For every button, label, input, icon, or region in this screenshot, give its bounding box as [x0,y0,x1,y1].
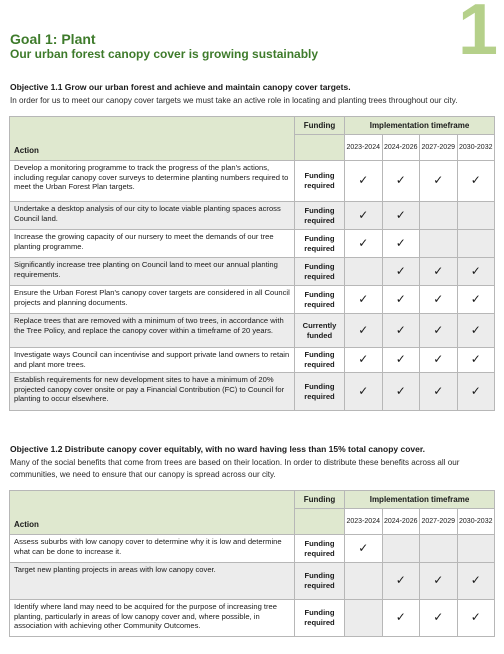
column-header-funding: Funding [295,117,345,135]
checkmark-icon: ✓ [420,314,458,348]
objective-description: In order for us to meet our canopy cover targets we must take an active role in locating and planting trees throughout our city. [10,96,458,105]
table-row [10,600,495,637]
year-header: 2023-2024 [345,135,383,161]
checkmark-icon: ✓ [382,563,420,600]
action-cell: Undertake a desktop analysis of our city to locate viable planting spaces across Council land. [10,202,295,230]
timeframe-empty-cell [420,202,458,230]
checkmark-icon: ✓ [420,286,458,314]
timeframe-empty-cell [345,600,383,637]
funding-cell: Funding required [295,161,345,202]
table-row [10,373,495,411]
funding-cell: Funding required [295,535,345,563]
funding-cell: Currently funded [295,314,345,348]
implementation-table [9,490,495,637]
timeframe-empty-cell [457,202,495,230]
checkmark-icon: ✓ [382,202,420,230]
objective-title: Objective 1.1 Grow our urban forest and achieve and maintain canopy cover targets. [10,82,351,92]
objective-title: Objective 1.2 Distribute canopy cover equitably, with no ward having less than 15% total canopy cover. [10,444,426,454]
year-header: 2024-2026 [382,509,420,535]
funding-cell: Funding required [295,563,345,600]
checkmark-icon: ✓ [420,373,458,411]
table-row [10,286,495,314]
checkmark-icon: ✓ [345,202,383,230]
action-cell: Target new planting projects in areas with low canopy cover. [10,563,295,600]
column-header-funding: Funding [295,491,345,509]
column-header-timeframe: Implementation timeframe [345,491,495,509]
timeframe-empty-cell [345,563,383,600]
table-row [10,535,495,563]
objective-description: Many of the social benefits that come from trees are based on their location. In order to distribute these benefits across all our communities, we need to ensure that our canopy is spread across our city. [10,458,460,479]
action-cell: Ensure the Urban Forest Plan's canopy cover targets are considered in all Council projects and planning documents. [10,286,295,314]
checkmark-icon: ✓ [420,258,458,286]
year-header: 2030-2032 [457,135,495,161]
timeframe-empty-cell [457,230,495,258]
year-header: 2027-2029 [420,135,458,161]
checkmark-icon: ✓ [382,600,420,637]
checkmark-icon: ✓ [345,373,383,411]
checkmark-icon: ✓ [382,348,420,373]
funding-header-blank [295,135,345,161]
funding-cell: Funding required [295,202,345,230]
timeframe-empty-cell [420,230,458,258]
checkmark-icon: ✓ [345,535,383,563]
checkmark-icon: ✓ [345,314,383,348]
year-header: 2023-2024 [345,509,383,535]
year-header: 2024-2026 [382,135,420,161]
checkmark-icon: ✓ [382,230,420,258]
checkmark-icon: ✓ [420,348,458,373]
checkmark-icon: ✓ [382,286,420,314]
column-header-action: Action [10,491,295,535]
checkmark-icon: ✓ [382,373,420,411]
action-cell: Increase the growing capacity of our nursery to meet the demands of our tree planting programme. [10,230,295,258]
checkmark-icon: ✓ [457,258,495,286]
checkmark-icon: ✓ [457,373,495,411]
table-row [10,258,495,286]
table-row [10,348,495,373]
action-cell: Develop a monitoring programme to track the progress of the plan's actions, including regular canopy cover surveys to determine planting numbers required to meet the Urban Forest Plan targets. [10,161,295,202]
timeframe-empty-cell [457,535,495,563]
table-row [10,563,495,600]
funding-cell: Funding required [295,258,345,286]
checkmark-icon: ✓ [420,161,458,202]
checkmark-icon: ✓ [382,161,420,202]
goal-subtitle: Our urban forest canopy cover is growing sustainably [10,47,319,61]
action-cell: Investigate ways Council can incentivise and support private land owners to retain and plant more trees. [10,348,295,373]
checkmark-icon: ✓ [345,286,383,314]
action-cell: Identify where land may need to be acquired for the purpose of increasing tree planting, particularly in areas of low canopy cover and, where possible, in association with achieving other Community Outcomes. [10,600,295,637]
timeframe-empty-cell [420,535,458,563]
action-cell: Significantly increase tree planting on Council land to meet our annual planting requirements. [10,258,295,286]
action-cell: Assess suburbs with low canopy cover to determine why it is low and determine what can be done to increase it. [10,535,295,563]
checkmark-icon: ✓ [382,258,420,286]
checkmark-icon: ✓ [345,348,383,373]
checkmark-icon: ✓ [457,161,495,202]
checkmark-icon: ✓ [345,161,383,202]
funding-cell: Funding required [295,373,345,411]
funding-cell: Funding required [295,230,345,258]
checkmark-icon: ✓ [457,348,495,373]
table-row [10,314,495,348]
column-header-action: Action [10,117,295,161]
funding-cell: Funding required [295,600,345,637]
goal-number: 1 [457,0,498,70]
checkmark-icon: ✓ [382,314,420,348]
funding-cell: Funding required [295,286,345,314]
checkmark-icon: ✓ [420,563,458,600]
funding-header-blank [295,509,345,535]
table-row [10,161,495,202]
timeframe-empty-cell [382,535,420,563]
table-row [10,230,495,258]
funding-cell: Funding required [295,348,345,373]
checkmark-icon: ✓ [457,314,495,348]
goal-title: Goal 1: Plant [10,31,96,47]
checkmark-icon: ✓ [457,563,495,600]
action-cell: Replace trees that are removed with a minimum of two trees, in accordance with the Tree Policy, and replace the canopy cover within a timeframe of 20 years. [10,314,295,348]
column-header-timeframe: Implementation timeframe [345,117,495,135]
checkmark-icon: ✓ [457,600,495,637]
checkmark-icon: ✓ [457,286,495,314]
table-row [10,202,495,230]
action-cell: Establish requirements for new development sites to have a minimum of 20% projected canopy cover onsite or pay a Financial Contribution (FC) to Council for planting to occur elsewhere. [10,373,295,411]
year-header: 2030-2032 [457,509,495,535]
implementation-table [9,116,495,411]
checkmark-icon: ✓ [420,600,458,637]
checkmark-icon: ✓ [345,230,383,258]
year-header: 2027-2029 [420,509,458,535]
timeframe-empty-cell [345,258,383,286]
